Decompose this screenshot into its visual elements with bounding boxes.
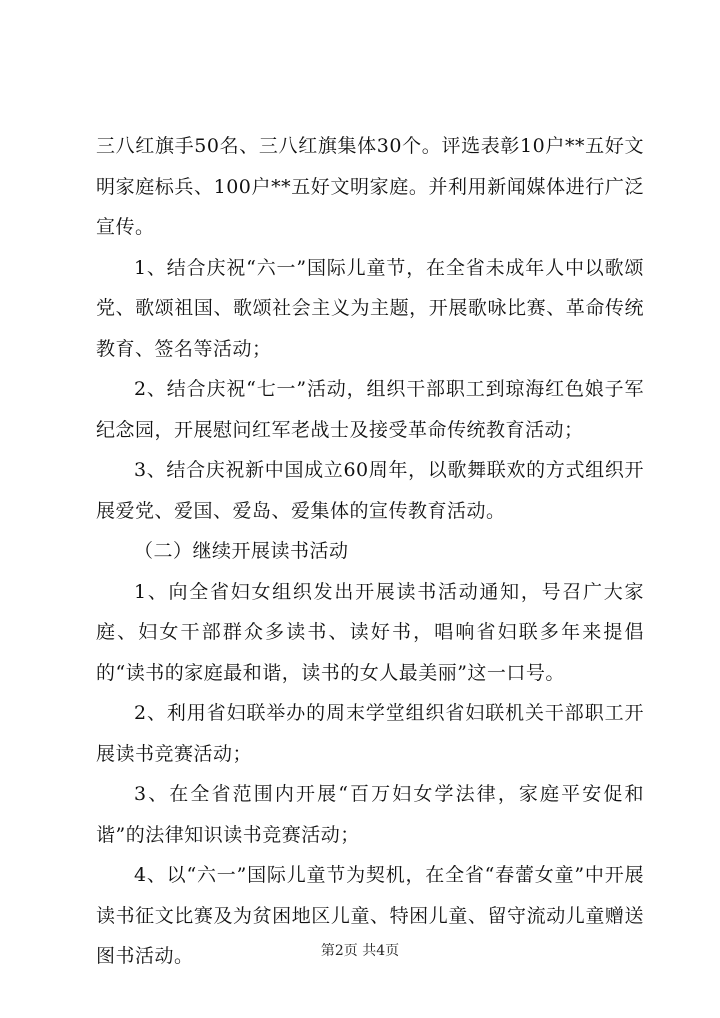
paragraph-reading-2: 2、利用省妇联举办的周末学堂组织省妇联机关干部职工开展读书竞赛活动；	[96, 702, 644, 765]
paragraph-reading-1: 1、向全省妇女组织发出开展读书活动通知，号召广大家庭、妇女干部群众多读书、读好书，唱响省妇联多年来提倡的“读书的家庭最和谐，读书的女人最美丽”这一口号。	[96, 580, 644, 684]
paragraph-reading-3: 3、在全省范围内开展“百万妇女学法律，家庭平安促和谐”的法律知识读书竞赛活动；	[96, 783, 644, 846]
paragraph-reading-4: 4、以“六一”国际儿童节为契机，在全省“春蕾女童”中开展读书征文比赛及为贫困地区儿童、特困儿童、留守流动儿童赠送图书活动。	[96, 864, 644, 967]
paragraph-item-2: 2、结合庆祝“七一”活动，组织干部职工到琼海红色娘子军纪念园，开展慰问红军老战士及接受革命传统教育活动；	[96, 378, 644, 441]
paragraph-item-3: 3、结合庆祝新中国成立60周年，以歌舞联欢的方式组织开展爱党、爱国、爱岛、爱集体的宣传教育活动。	[96, 459, 644, 522]
paragraph-continuation: 三八红旗手50名、三八红旗集体30个。评选表彰10户**五好文明家庭标兵、100户**五好文明家庭。并利用新闻媒体进行广泛宣传。	[96, 135, 644, 238]
section-heading: （二）继续开展读书活动	[134, 540, 349, 562]
paragraph-item-1: 1、结合庆祝“六一”国际儿童节，在全省未成年人中以歌颂党、歌颂祖国、歌颂社会主义为主题，开展歌咏比赛、革命传统教育、签名等活动；	[96, 256, 644, 360]
document-body	[96, 126, 644, 977]
page-number-footer: 第2页 共4页	[320, 943, 400, 959]
